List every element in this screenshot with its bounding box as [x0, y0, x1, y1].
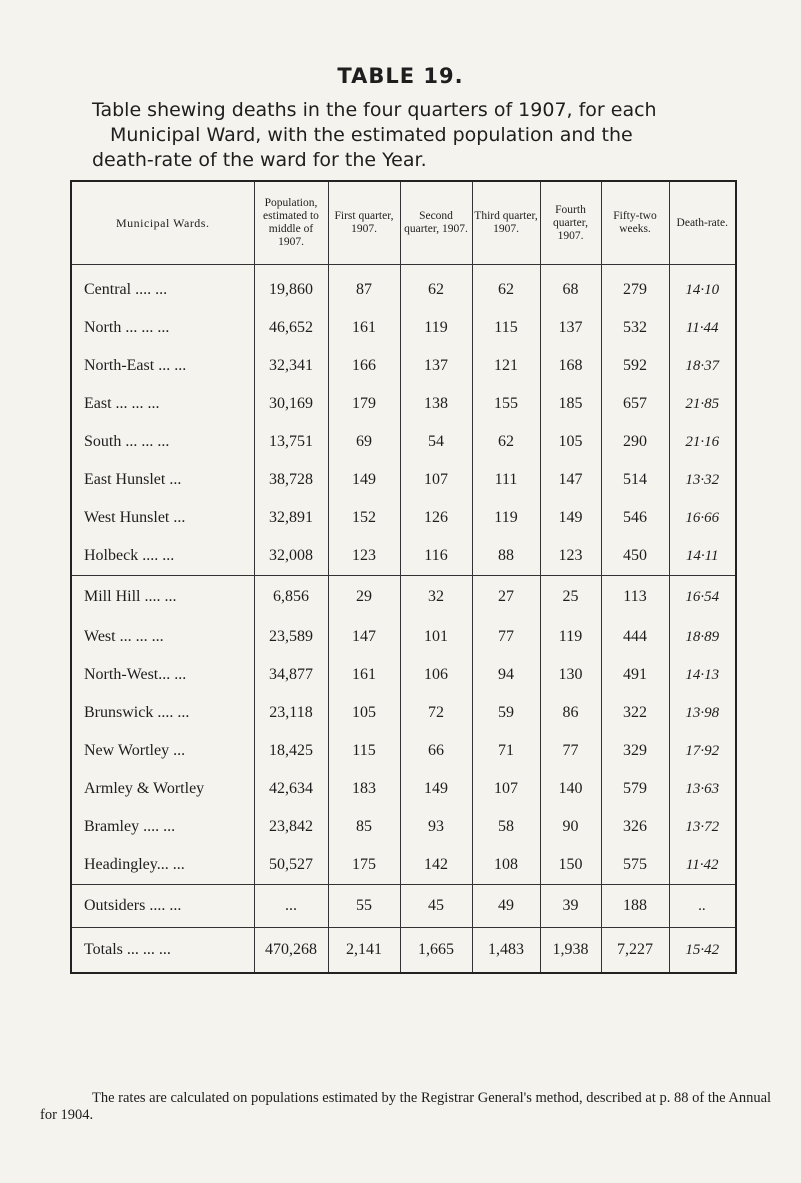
cell-fourth-quarter: 185	[540, 385, 601, 423]
cell-fifty-two-weeks: 7,227	[601, 928, 669, 974]
cell-first-quarter: 152	[328, 499, 400, 537]
cell-second-quarter: 54	[400, 423, 472, 461]
cell-second-quarter: 126	[400, 499, 472, 537]
header-population: Population, estimated to middle of 1907.	[254, 181, 328, 265]
cell-third-quarter: 111	[472, 461, 540, 499]
cell-population: 32,891	[254, 499, 328, 537]
cell-death-rate: 15·42	[669, 928, 736, 974]
cell-population: 46,652	[254, 309, 328, 347]
cell-second-quarter: 1,665	[400, 928, 472, 974]
cell-population: 32,008	[254, 537, 328, 576]
table-row	[71, 537, 736, 576]
table-row	[71, 265, 736, 310]
header-first-quarter: First quarter, 1907.	[328, 181, 400, 265]
table-row	[71, 770, 736, 808]
cell-ward-name: Holbeck .... ...	[84, 547, 175, 564]
table-row	[71, 732, 736, 770]
cell-death-rate: 18·37	[669, 347, 736, 385]
cell-population: 13,751	[254, 423, 328, 461]
cell-fourth-quarter: 105	[540, 423, 601, 461]
cell-second-quarter: 93	[400, 808, 472, 846]
cell-second-quarter: 149	[400, 770, 472, 808]
cell-fifty-two-weeks: 592	[601, 347, 669, 385]
cell-ward-name: North ... ... ...	[84, 319, 170, 336]
caption-line: death-rate of the ward for the Year.	[92, 149, 427, 171]
cell-fourth-quarter: 119	[540, 618, 601, 656]
footnote: The rates are calculated on populations estimated by the Registrar General's method, described at p. 88 of the Annual for 1904.	[40, 1090, 772, 1123]
table-row	[71, 461, 736, 499]
table-row	[71, 846, 736, 885]
cell-third-quarter: 49	[472, 885, 540, 928]
cell-third-quarter: 62	[472, 265, 540, 310]
cell-ward-name: Brunswick .... ...	[84, 704, 190, 721]
cell-fifty-two-weeks: 329	[601, 732, 669, 770]
cell-population: 32,341	[254, 347, 328, 385]
cell-fifty-two-weeks: 450	[601, 537, 669, 576]
cell-first-quarter: 2,141	[328, 928, 400, 974]
cell-fifty-two-weeks: 575	[601, 846, 669, 885]
cell-fourth-quarter: 147	[540, 461, 601, 499]
cell-third-quarter: 77	[472, 618, 540, 656]
cell-population: 19,860	[254, 265, 328, 310]
cell-ward-name: New Wortley ...	[84, 742, 186, 759]
cell-first-quarter: 85	[328, 808, 400, 846]
table-row	[71, 423, 736, 461]
cell-death-rate: 21·16	[669, 423, 736, 461]
cell-death-rate: ..	[669, 885, 736, 928]
cell-third-quarter: 119	[472, 499, 540, 537]
cell-population: 42,634	[254, 770, 328, 808]
cell-ward-name: East ... ... ...	[84, 395, 160, 412]
caption-line: Municipal Ward, with the estimated population and the	[110, 124, 633, 146]
cell-death-rate: 16·66	[669, 499, 736, 537]
cell-population: 30,169	[254, 385, 328, 423]
header-row	[71, 181, 736, 265]
cell-third-quarter: 155	[472, 385, 540, 423]
table-row	[71, 347, 736, 385]
cell-second-quarter: 106	[400, 656, 472, 694]
cell-second-quarter: 116	[400, 537, 472, 576]
totals-row	[71, 928, 736, 974]
cell-fourth-quarter: 130	[540, 656, 601, 694]
table-row	[71, 618, 736, 656]
cell-ward-name: West ... ... ...	[84, 628, 164, 645]
table-row	[71, 885, 736, 928]
cell-fifty-two-weeks: 326	[601, 808, 669, 846]
cell-third-quarter: 121	[472, 347, 540, 385]
cell-death-rate: 13·32	[669, 461, 736, 499]
cell-second-quarter: 119	[400, 309, 472, 347]
table-title: TABLE 19.	[337, 64, 464, 88]
cell-ward-name: Bramley .... ...	[84, 818, 176, 835]
cell-fifty-two-weeks: 279	[601, 265, 669, 310]
header-death-rate: Death-rate.	[669, 181, 736, 265]
cell-fifty-two-weeks: 290	[601, 423, 669, 461]
cell-fourth-quarter: 150	[540, 846, 601, 885]
cell-first-quarter: 55	[328, 885, 400, 928]
table-caption	[92, 98, 782, 173]
cell-death-rate: 14·11	[669, 537, 736, 576]
cell-second-quarter: 62	[400, 265, 472, 310]
cell-second-quarter: 66	[400, 732, 472, 770]
cell-first-quarter: 69	[328, 423, 400, 461]
cell-death-rate: 14·13	[669, 656, 736, 694]
cell-fifty-two-weeks: 188	[601, 885, 669, 928]
cell-fourth-quarter: 137	[540, 309, 601, 347]
cell-ward-name: Headingley... ...	[84, 856, 185, 873]
cell-fourth-quarter: 140	[540, 770, 601, 808]
cell-fifty-two-weeks: 657	[601, 385, 669, 423]
cell-fifty-two-weeks: 491	[601, 656, 669, 694]
cell-second-quarter: 72	[400, 694, 472, 732]
cell-fifty-two-weeks: 322	[601, 694, 669, 732]
header-second-quarter: Second quarter, 1907.	[400, 181, 472, 265]
cell-fourth-quarter: 68	[540, 265, 601, 310]
cell-death-rate: 14·10	[669, 265, 736, 310]
cell-fourth-quarter: 123	[540, 537, 601, 576]
cell-second-quarter: 137	[400, 347, 472, 385]
cell-death-rate: 16·54	[669, 576, 736, 619]
cell-fifty-two-weeks: 579	[601, 770, 669, 808]
cell-population: 23,842	[254, 808, 328, 846]
cell-population: 34,877	[254, 656, 328, 694]
table-row	[71, 385, 736, 423]
table-row	[71, 694, 736, 732]
deaths-table	[70, 180, 737, 974]
cell-third-quarter: 1,483	[472, 928, 540, 974]
cell-second-quarter: 101	[400, 618, 472, 656]
cell-third-quarter: 71	[472, 732, 540, 770]
cell-first-quarter: 123	[328, 537, 400, 576]
cell-fourth-quarter: 25	[540, 576, 601, 619]
cell-fourth-quarter: 149	[540, 499, 601, 537]
table-row	[71, 309, 736, 347]
cell-second-quarter: 45	[400, 885, 472, 928]
cell-death-rate: 11·42	[669, 846, 736, 885]
cell-third-quarter: 58	[472, 808, 540, 846]
cell-population: 23,589	[254, 618, 328, 656]
cell-ward-name: Outsiders .... ...	[71, 885, 254, 928]
cell-first-quarter: 105	[328, 694, 400, 732]
cell-ward-name: East Hunslet ...	[84, 471, 182, 488]
cell-first-quarter: 29	[328, 576, 400, 619]
cell-fourth-quarter: 77	[540, 732, 601, 770]
cell-ward-name: Totals ... ... ...	[71, 928, 254, 974]
table-row	[71, 576, 736, 619]
cell-first-quarter: 175	[328, 846, 400, 885]
cell-population: 38,728	[254, 461, 328, 499]
header-fourth-quarter: Fourth quarter, 1907.	[540, 181, 601, 265]
cell-second-quarter: 142	[400, 846, 472, 885]
cell-death-rate: 17·92	[669, 732, 736, 770]
cell-population: 18,425	[254, 732, 328, 770]
cell-fourth-quarter: 39	[540, 885, 601, 928]
cell-ward-name: South ... ... ...	[84, 433, 170, 450]
cell-ward-name: Armley & Wortley	[84, 780, 205, 797]
cell-death-rate: 21·85	[669, 385, 736, 423]
cell-death-rate: 11·44	[669, 309, 736, 347]
cell-first-quarter: 179	[328, 385, 400, 423]
cell-population: 50,527	[254, 846, 328, 885]
cell-population: 470,268	[254, 928, 328, 974]
cell-first-quarter: 161	[328, 656, 400, 694]
cell-third-quarter: 108	[472, 846, 540, 885]
cell-fifty-two-weeks: 546	[601, 499, 669, 537]
table-row	[71, 808, 736, 846]
table-row	[71, 499, 736, 537]
cell-ward-name: North-East ... ...	[84, 357, 187, 374]
cell-third-quarter: 107	[472, 770, 540, 808]
cell-first-quarter: 149	[328, 461, 400, 499]
cell-third-quarter: 94	[472, 656, 540, 694]
cell-death-rate: 13·72	[669, 808, 736, 846]
cell-fifty-two-weeks: 113	[601, 576, 669, 619]
cell-second-quarter: 107	[400, 461, 472, 499]
cell-second-quarter: 32	[400, 576, 472, 619]
cell-ward-name: Mill Hill .... ...	[71, 576, 254, 619]
cell-death-rate: 18·89	[669, 618, 736, 656]
cell-first-quarter: 87	[328, 265, 400, 310]
cell-population: 23,118	[254, 694, 328, 732]
cell-third-quarter: 27	[472, 576, 540, 619]
cell-ward-name: West Hunslet ...	[84, 509, 186, 526]
cell-fourth-quarter: 90	[540, 808, 601, 846]
cell-first-quarter: 183	[328, 770, 400, 808]
cell-fourth-quarter: 86	[540, 694, 601, 732]
cell-third-quarter: 59	[472, 694, 540, 732]
cell-second-quarter: 138	[400, 385, 472, 423]
cell-fifty-two-weeks: 532	[601, 309, 669, 347]
cell-fifty-two-weeks: 444	[601, 618, 669, 656]
header-municipal-wards: Municipal Wards.	[71, 181, 254, 265]
cell-first-quarter: 115	[328, 732, 400, 770]
cell-death-rate: 13·63	[669, 770, 736, 808]
cell-first-quarter: 166	[328, 347, 400, 385]
cell-first-quarter: 161	[328, 309, 400, 347]
cell-third-quarter: 115	[472, 309, 540, 347]
cell-fifty-two-weeks: 514	[601, 461, 669, 499]
cell-ward-name: North-West... ...	[84, 666, 187, 683]
cell-death-rate: 13·98	[669, 694, 736, 732]
cell-ward-name: Central .... ...	[84, 281, 168, 298]
header-fifty-two-weeks: Fifty-two weeks.	[601, 181, 669, 265]
cell-third-quarter: 62	[472, 423, 540, 461]
header-third-quarter: Third quarter, 1907.	[472, 181, 540, 265]
table-row	[71, 656, 736, 694]
cell-population: 6,856	[254, 576, 328, 619]
cell-third-quarter: 88	[472, 537, 540, 576]
caption-line: Table shewing deaths in the four quarters of 1907, for each	[92, 99, 657, 121]
cell-fourth-quarter: 168	[540, 347, 601, 385]
cell-population: ...	[254, 885, 328, 928]
cell-first-quarter: 147	[328, 618, 400, 656]
cell-fourth-quarter: 1,938	[540, 928, 601, 974]
